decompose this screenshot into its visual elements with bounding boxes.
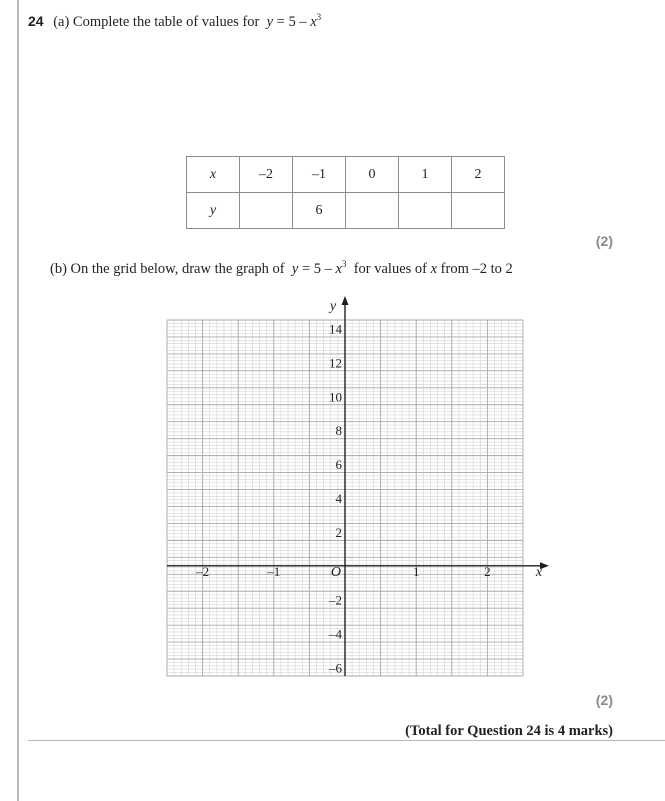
question-total: (Total for Question 24 is 4 marks) <box>405 723 613 739</box>
y-tick-label: 10 <box>329 389 342 405</box>
bottom-rule <box>28 740 665 741</box>
table-x-cell: –2 <box>240 157 293 193</box>
eq-power: 3 <box>341 259 347 269</box>
y-tick-label: –2 <box>329 592 342 608</box>
table-x-cell: 2 <box>452 157 505 193</box>
question-number: 24 <box>28 13 44 29</box>
part-b-text-3: from –2 to 2 <box>440 261 513 277</box>
y-tick-label: –4 <box>329 626 342 642</box>
table-x-cell: –1 <box>293 157 346 193</box>
eq-rhs: = 5 – <box>273 14 311 30</box>
table-x-cell: 0 <box>346 157 399 193</box>
part-b-equation <box>288 261 346 277</box>
eq-rhs: = 5 – <box>298 261 336 277</box>
table-y-cell-answer[interactable] <box>346 193 399 229</box>
table-of-values <box>186 156 505 229</box>
part-b-label: (b) <box>50 261 67 277</box>
graph-grid[interactable] <box>0 290 665 690</box>
part-a-equation <box>263 14 321 30</box>
eq-var: x <box>310 14 317 30</box>
eq-var: x <box>335 261 342 277</box>
y-axis-label: y <box>329 299 337 314</box>
table-row-y <box>187 193 505 229</box>
part-a-marks: (2) <box>595 233 613 249</box>
x-tick-label: –1 <box>267 563 281 579</box>
y-tick-label: 12 <box>329 355 342 371</box>
x-axis-label: x <box>535 564 543 580</box>
y-tick-label: 14 <box>329 321 342 337</box>
table-y-cell-answer[interactable] <box>240 193 293 229</box>
part-b-text-var: x <box>430 261 438 277</box>
table-y-cell-answer[interactable] <box>399 193 452 229</box>
y-tick-label: 8 <box>335 423 342 439</box>
part-b-text-2: for values of <box>353 261 427 277</box>
table-header-y: y <box>187 193 240 229</box>
y-tick-label: 6 <box>335 457 342 473</box>
question-24-part-a <box>28 13 321 31</box>
table-y-cell-answer[interactable] <box>452 193 505 229</box>
part-b-marks: (2) <box>595 692 613 708</box>
part-b-text: On the grid below, draw the graph of <box>70 261 285 277</box>
x-tick-label: 1 <box>412 563 420 579</box>
y-axis-arrow <box>342 296 349 305</box>
eq-lhs: y <box>266 14 274 30</box>
table-y-cell: 6 <box>293 193 346 229</box>
part-a-text: Complete the table of values for <box>72 14 260 30</box>
eq-power: 3 <box>316 12 322 22</box>
y-tick-label: –6 <box>329 660 342 676</box>
y-tick-label: 2 <box>335 524 342 540</box>
table-header-x: x <box>187 157 240 193</box>
x-tick-label: 2 <box>484 563 491 579</box>
x-tick-label: –2 <box>196 563 210 579</box>
y-tick-label: 4 <box>335 491 342 506</box>
part-a-label: (a) <box>53 14 70 30</box>
origin-label: O <box>330 564 341 580</box>
table-row-x <box>187 157 505 193</box>
eq-lhs: y <box>291 261 299 277</box>
question-24-part-b <box>50 261 513 278</box>
table-x-cell: 1 <box>399 157 452 193</box>
